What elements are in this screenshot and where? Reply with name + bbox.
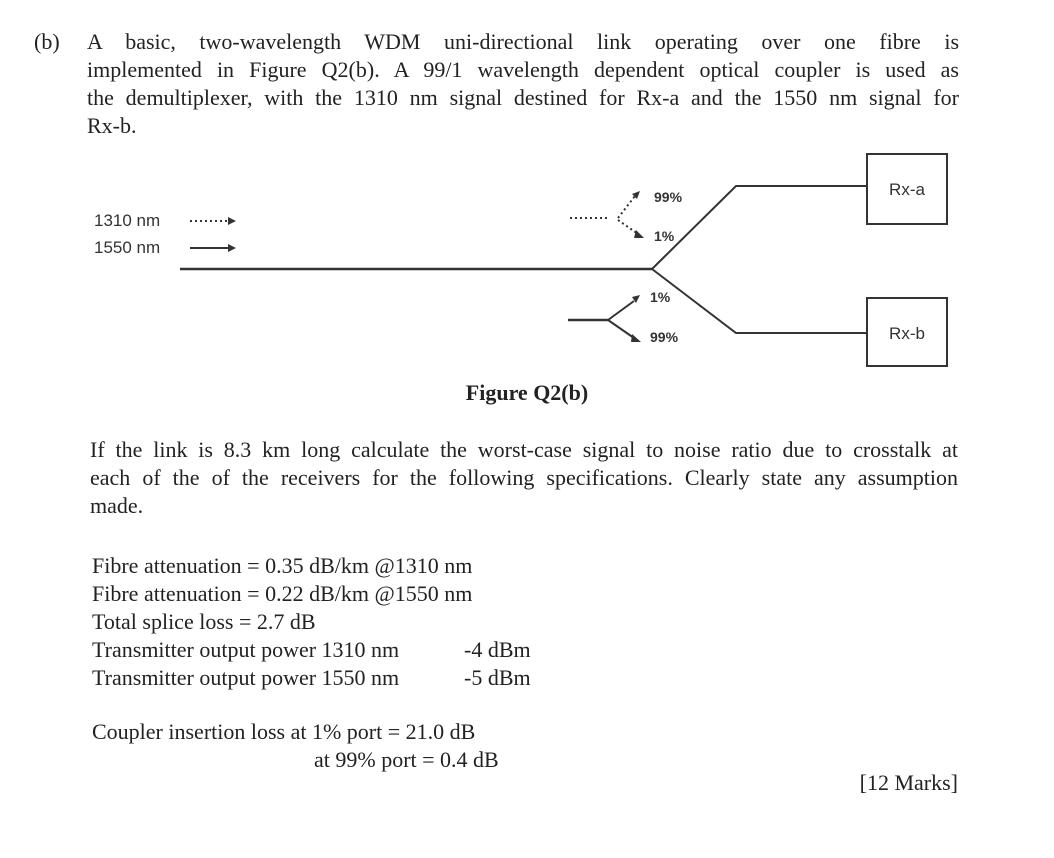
coupler-loss-1pct: Coupler insertion loss at 1% port = 21.0 dB [92, 719, 476, 744]
arrowhead-1550 [228, 244, 236, 252]
intro-line: the demultiplexer, with the 1310 nm signal destined for Rx-a and the 1550 nm signal for [87, 85, 959, 110]
arrowhead-1310 [228, 217, 236, 225]
intro-paragraph [87, 28, 959, 140]
branch-to-rx-a [652, 186, 866, 269]
spec-label: Fibre attenuation = 0.22 dB/km @1550 nm [92, 581, 473, 606]
intro-line: A basic, two-wavelength WDM uni-directional link operating over one fibre is [87, 29, 959, 54]
top-port-1-label: 1% [654, 228, 675, 244]
coupler-losses [92, 718, 692, 774]
task-paragraph [90, 436, 958, 520]
question-label: (b) [34, 29, 60, 54]
specifications-list [92, 552, 692, 692]
label-1550nm: 1550 nm [94, 238, 161, 257]
spec-value: -5 dBm [464, 665, 531, 690]
intro-line: implemented in Figure Q2(b). A 99/1 wavelength dependent optical coupler is used as [87, 57, 959, 82]
spec-label: Total splice loss = 2.7 dB [92, 609, 316, 634]
bottom-split-99-solid [608, 320, 634, 338]
spec-label: Fibre attenuation = 0.35 dB/km @1310 nm [92, 553, 473, 578]
intro-line: Rx-b. [87, 113, 137, 138]
spec-value: -4 dBm [464, 637, 531, 662]
task-line: each of the of the receivers for the following specifications. Clearly state any assumption [90, 465, 958, 490]
branch-to-rx-b [652, 269, 866, 333]
top-split-1-dotted [618, 220, 638, 234]
spec-row [92, 636, 692, 664]
bottom-99-arrowhead [631, 334, 641, 342]
task-line: If the link is 8.3 km long calculate the worst-case signal to noise ratio due to crosstalk at [90, 437, 958, 462]
figure-caption: Figure Q2(b) [465, 380, 589, 405]
rx-b-label: Rx-b [889, 324, 925, 343]
bottom-port-1-label: 1% [650, 289, 671, 305]
top-port-99-label: 99% [654, 189, 683, 205]
bottom-split-1-solid [608, 301, 634, 320]
label-1310nm: 1310 nm [94, 211, 161, 230]
spec-row [92, 664, 692, 692]
spec-label: Transmitter output power 1550 nm [92, 665, 400, 690]
spec-row [92, 552, 692, 580]
spec-row [92, 580, 692, 608]
spec-label: Transmitter output power 1310 nm [92, 637, 400, 662]
spec-row [92, 608, 692, 636]
bottom-port-99-label: 99% [650, 329, 679, 345]
top-split-99-dotted [618, 196, 635, 218]
coupler-loss-99pct: at 99% port = 0.4 dB [314, 747, 499, 772]
wdm-link-figure [80, 148, 970, 378]
marks-allocation: [12 Marks] [859, 770, 958, 795]
task-line: made. [90, 493, 144, 518]
rx-a-label: Rx-a [889, 180, 925, 199]
